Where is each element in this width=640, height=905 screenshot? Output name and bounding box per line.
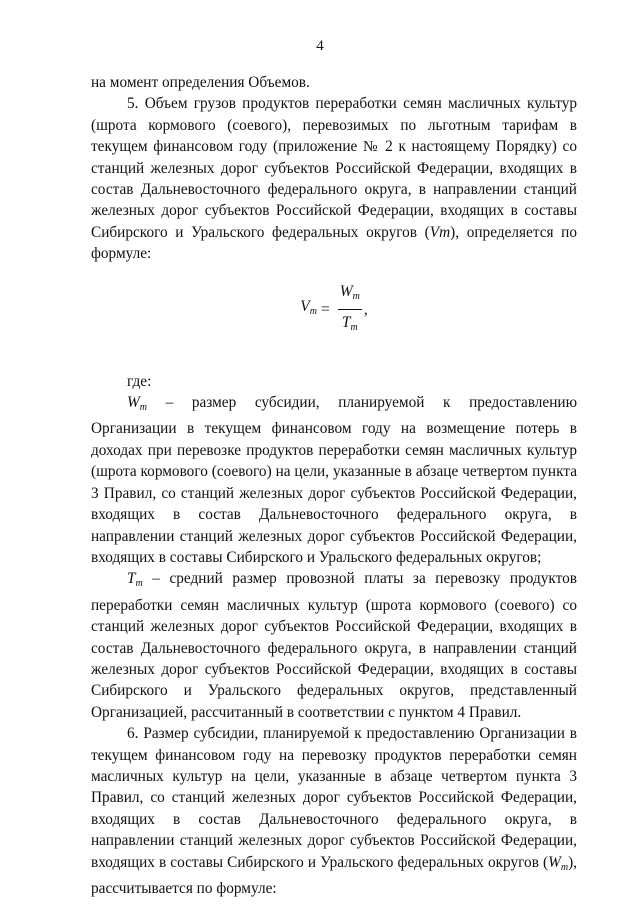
paragraph-6-variable: $W_m$ — [548, 853, 569, 873]
formula-tail: , — [363, 300, 368, 318]
formula-denominator: $T_m$ — [341, 314, 358, 334]
formula-fraction — [338, 281, 362, 339]
where-label: где: — [127, 372, 152, 390]
definition-t-symbol: $T_m$ — [127, 570, 143, 590]
paragraph-5-variable: Vm — [429, 223, 451, 241]
definition-w — [91, 392, 577, 568]
formula — [300, 281, 367, 339]
formula-volume — [91, 267, 577, 353]
paragraph-6-text: 6. Размер субсидии, планируемой к предоставлению Организации в текущем финансовом году на перевозку продуктов переработки семян масличных культур на цели, указанные в абзаце четвертом пункта 3 Правил, со станций железных дорог субъектов Российской Федерации, входящих в состав Дальневосточного федерального округа, в направлении станций железных дорог субъектов Российской Федерации, входящих в составы Сибирского и Уральского федеральных округов ( — [91, 725, 577, 871]
formula-lhs: $V_m$ — [300, 298, 317, 318]
page-number: 4 — [316, 38, 324, 54]
definition-t-text: – средний размер провозной платы за перевозку продуктов переработки семян масличных культур (шрота кормового (соевого) со станций железных дорог субъектов Российской Федерации, входящих в состав Дальневосточного федерального округа, в направлении станций железных дорог субъектов Российской Федерации, входящих в составы Сибирского и Уральского федеральных округов, представленный Организацией, рассчитанный в соответствии с пунктом 4 Правил. — [91, 570, 577, 721]
formula-numerator: $W_m$ — [338, 281, 362, 310]
paragraph-5-end: ), определяется по формуле: — [91, 223, 577, 263]
paragraph-continuation: на момент определения Объемов. — [91, 74, 310, 91]
paragraph-6-end: ), рассчитывается по формуле: — [91, 853, 577, 897]
paragraph-5-text: 5. Объем грузов продуктов переработки семян масличных культур (шрота кормового (соевого), перевозимых по льготным тарифам в текущем финансовом году (приложение № 2 к настоящему Порядку) со станций железных дорог субъектов Российской Федерации, входящих в состав Дальневосточного федерального округа, в направлении станций железных дорог субъектов Российской Федерации, входящих в составы Сибирского и Уральского федеральных округов ( — [91, 95, 577, 241]
formula-equals: = — [320, 300, 330, 318]
document-body — [91, 72, 577, 899]
definition-t — [91, 568, 577, 723]
definition-w-text: – размер субсидии, планируемой к предоставлению Организации в текущем финансовом году на возмещение потерь в доходах при перевозке продуктов переработки семян масличных культур (шрота кормового (соевого) на цели, указанные в абзаце четвертом пункта 3 Правил, со станций железных дорог субъектов Российской Федерации, входящих в состав Дальневосточного федерального округа, в направлении станций железных дорог субъектов Российской Федерации, входящих в составы Сибирского и Уральского федеральных округов; — [91, 394, 577, 566]
paragraph-6 — [91, 723, 577, 899]
paragraph-5 — [91, 93, 577, 264]
definition-w-symbol: $W_m$ — [127, 394, 147, 414]
